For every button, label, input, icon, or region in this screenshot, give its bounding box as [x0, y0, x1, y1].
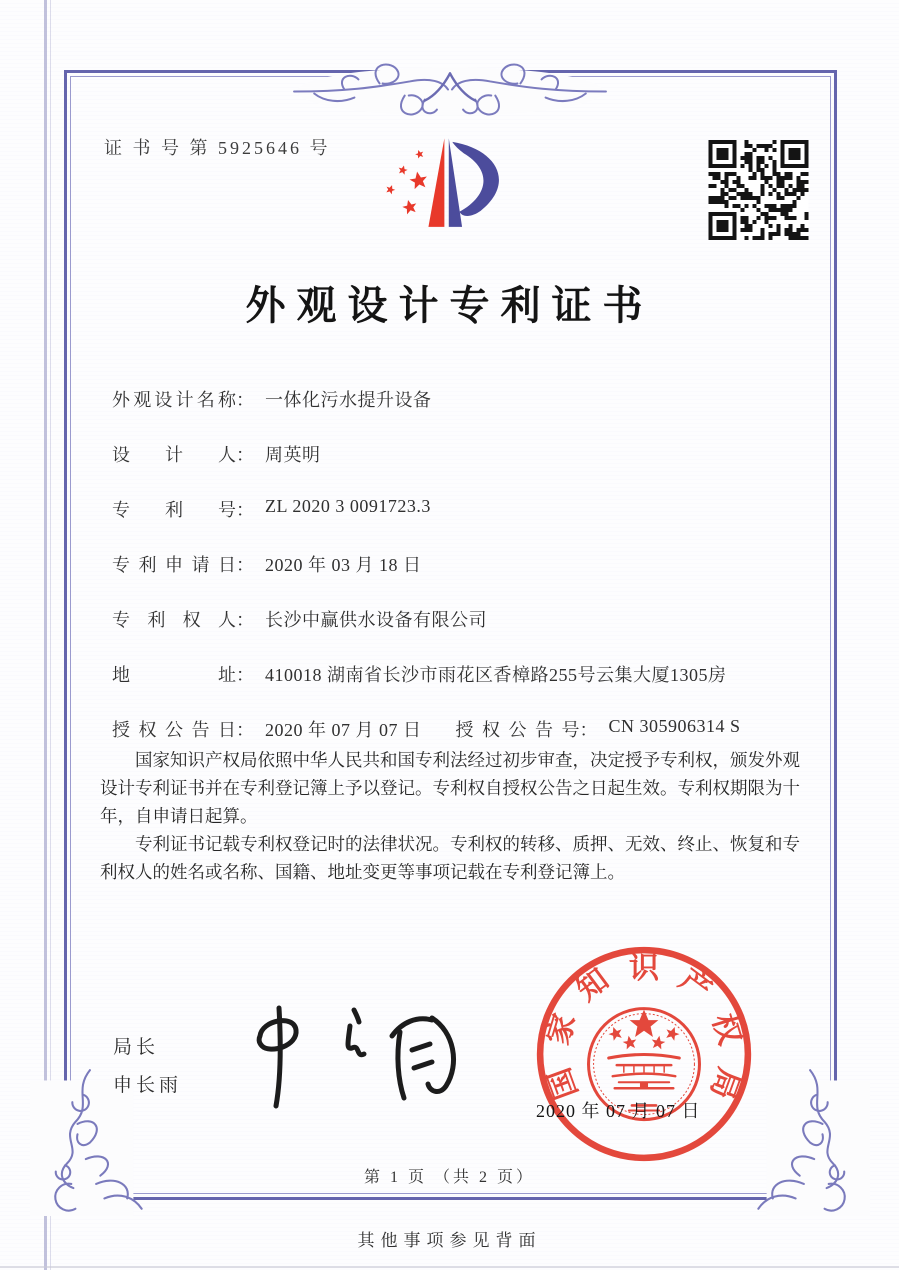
legal-text — [100, 746, 800, 886]
field-filing-date — [112, 551, 802, 606]
field-value: 410018 湖南省长沙市雨花区香樟路255号云集大厦1305房 — [265, 665, 727, 685]
seal-date: 2020 年 07 月 07 日 — [536, 1101, 701, 1121]
field-colon: ： — [236, 555, 254, 575]
commissioner-signature-icon — [232, 998, 482, 1113]
back-side-note: 其他事项参见背面 — [357, 1231, 542, 1250]
bottom-right-corner-flourish — [744, 1066, 872, 1216]
field-grant-number — [456, 716, 741, 742]
legal-paragraph-1: 国家知识产权局依照中华人民共和国专利法经过初步审查，决定授予专利权，颁发外观设计专利证书并在专利登记簿上予以登记。专利权自授权公告之日起生效。专利权期限为十年，自申请日起算。 — [100, 750, 800, 826]
field-value: 2020 年 03 月 18 日 — [265, 555, 422, 575]
legal-paragraph-2: 专利证书记载专利权登记时的法律状况。专利权的转移、质押、无效、终止、恢复和专利权人的姓名或名称、国籍、地址变更等事项记载在专利登记簿上。 — [100, 834, 800, 882]
svg-text:权: 权 — [705, 1009, 748, 1049]
svg-text:知: 知 — [570, 962, 615, 1008]
field-value: 周英明 — [265, 445, 321, 465]
svg-text:局: 局 — [703, 1063, 747, 1104]
field-label: 设计人 — [112, 445, 236, 465]
field-value: 长沙中赢供水设备有限公司 — [265, 610, 487, 630]
field-value: ZL 2020 3 0091723.3 — [265, 496, 431, 516]
svg-text:国: 国 — [541, 1063, 585, 1104]
field-value: CN 305906314 S — [608, 716, 741, 736]
field-patentee — [112, 606, 802, 661]
cnipa-logo-icon — [378, 128, 524, 246]
field-colon: ： — [236, 720, 254, 740]
field-colon: ： — [236, 500, 254, 520]
field-colon: ： — [236, 665, 254, 685]
field-design-name — [112, 386, 802, 441]
field-label: 专利权人 — [112, 610, 236, 630]
commissioner-title: 局长 — [113, 1037, 160, 1058]
cnipa-official-seal-icon — [528, 938, 760, 1170]
certificate-title: 外观设计专利证书 — [245, 283, 654, 328]
field-address — [112, 661, 802, 716]
field-colon: ： — [236, 610, 254, 630]
field-value: 2020 年 07 月 07 日 — [265, 720, 422, 740]
field-list — [112, 386, 802, 771]
svg-text:产: 产 — [673, 962, 718, 1008]
page-number: 第 1 页 （共 2 页） — [363, 1169, 535, 1186]
field-colon: ： — [236, 390, 254, 410]
field-label: 授权公告号 — [455, 720, 580, 740]
field-label: 地址 — [112, 665, 236, 685]
qr-code — [707, 140, 810, 240]
svg-text:识: 识 — [628, 950, 660, 985]
field-colon: ： — [236, 445, 254, 465]
commissioner-name: 申长雨 — [113, 1075, 183, 1096]
field-patent-number — [112, 496, 802, 551]
field-colon: ： — [579, 720, 598, 740]
svg-text:家: 家 — [540, 1009, 583, 1049]
field-designer — [112, 441, 802, 496]
field-label: 授权公告日 — [112, 720, 236, 740]
certificate-number: 证 书 号 第 5925646 号 — [104, 138, 331, 158]
field-label: 专利申请日 — [112, 555, 236, 575]
field-value: 一体化污水提升设备 — [265, 390, 432, 410]
field-label: 专利号 — [112, 500, 236, 520]
top-center-flourish — [284, 52, 616, 130]
field-label: 外观设计名称 — [112, 390, 236, 410]
scan-edge-bottom — [0, 1266, 899, 1268]
